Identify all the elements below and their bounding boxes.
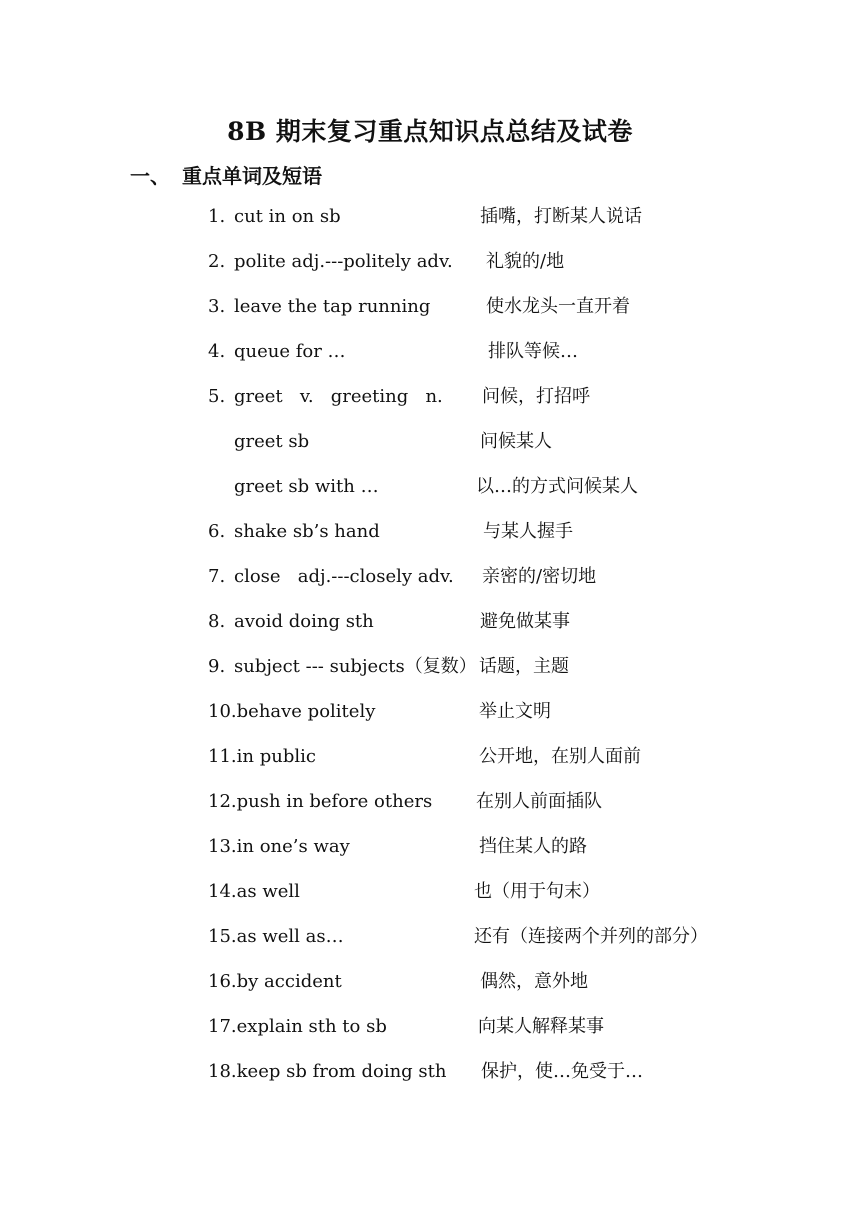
list-item xyxy=(208,337,578,367)
document-title: 8B 期末复习重点知识点总结及试卷 xyxy=(227,117,633,146)
item-number: 14. xyxy=(208,881,237,902)
list-item xyxy=(208,472,638,502)
english-phrase: as well as… xyxy=(236,926,344,947)
english-phrase: avoid doing sth xyxy=(234,611,374,632)
list-item xyxy=(208,967,588,997)
english-phrase: greet sb with … xyxy=(234,476,379,497)
chinese-meaning: 问候某人 xyxy=(480,431,552,452)
chinese-meaning: 避免做某事 xyxy=(480,611,570,632)
item-number: 6. xyxy=(208,521,226,542)
english-phrase: subject --- subjects（复数） xyxy=(234,656,477,677)
item-number: 12. xyxy=(208,791,237,812)
list-item xyxy=(208,202,642,232)
chinese-meaning: 偶然，意外地 xyxy=(480,971,588,992)
list-item xyxy=(208,922,708,952)
chinese-meaning: 使水龙头一直开着 xyxy=(486,296,630,317)
item-number: 9. xyxy=(208,656,226,677)
chinese-meaning: 排队等候… xyxy=(488,341,578,362)
chinese-meaning: 插嘴，打断某人说话 xyxy=(480,206,642,227)
list-item xyxy=(208,292,630,322)
item-number: 1. xyxy=(208,206,226,227)
section-title: 重点单词及短语 xyxy=(182,164,322,188)
item-number: 13. xyxy=(208,836,237,857)
chinese-meaning: 以…的方式问候某人 xyxy=(476,476,638,497)
list-item xyxy=(208,247,565,277)
english-phrase: keep sb from doing sth xyxy=(236,1061,447,1082)
item-number: 2. xyxy=(208,251,226,272)
english-phrase: as well xyxy=(236,881,300,902)
list-item xyxy=(208,832,587,862)
chinese-meaning: 亲密的/密切地 xyxy=(482,566,597,587)
chinese-meaning: 礼貌的/地 xyxy=(486,251,565,272)
item-number: 10. xyxy=(208,701,237,722)
item-number: 8. xyxy=(208,611,226,632)
list-item xyxy=(208,1012,604,1042)
item-number: 15. xyxy=(208,926,237,947)
english-phrase: queue for … xyxy=(234,341,346,362)
item-number: 11. xyxy=(208,746,237,767)
english-phrase: explain sth to sb xyxy=(236,1016,387,1037)
item-number: 17. xyxy=(208,1016,237,1037)
english-phrase: cut in on sb xyxy=(234,206,341,227)
english-phrase: in public xyxy=(236,746,316,767)
english-phrase: by accident xyxy=(236,971,342,992)
section-heading xyxy=(130,160,322,189)
english-phrase: close adj.---closely adv. xyxy=(234,566,454,587)
english-phrase: greet sb xyxy=(234,431,310,452)
chinese-meaning: 向某人解释某事 xyxy=(478,1016,604,1037)
item-number: 4. xyxy=(208,341,226,362)
chinese-meaning: 还有（连接两个并列的部分） xyxy=(474,926,708,947)
english-phrase: polite adj.---politely adv. xyxy=(234,251,453,272)
list-item xyxy=(208,427,552,457)
chinese-meaning: 话题，主题 xyxy=(479,656,569,677)
chinese-meaning: 保护，使…免受于… xyxy=(481,1061,643,1082)
chinese-meaning: 与某人握手 xyxy=(483,521,573,542)
list-item xyxy=(208,742,641,772)
list-item xyxy=(208,382,590,412)
list-item xyxy=(208,517,573,547)
item-number: 7. xyxy=(208,566,226,587)
chinese-meaning: 举止文明 xyxy=(479,701,551,722)
chinese-meaning: 也（用于句末） xyxy=(474,881,600,902)
english-phrase: greet v. greeting n. xyxy=(234,386,443,407)
english-phrase: leave the tap running xyxy=(234,296,431,317)
list-item xyxy=(208,877,600,907)
english-phrase: shake sb’s hand xyxy=(234,521,380,542)
chinese-meaning: 问候，打招呼 xyxy=(482,386,590,407)
item-number: 3. xyxy=(208,296,226,317)
list-item xyxy=(208,697,551,727)
list-item xyxy=(208,562,597,592)
section-number: 一、 xyxy=(130,164,170,188)
list-item xyxy=(208,787,602,817)
item-number: 18. xyxy=(208,1061,237,1082)
english-phrase: in one’s way xyxy=(236,836,350,857)
list-item xyxy=(208,1057,643,1087)
chinese-meaning: 公开地，在别人面前 xyxy=(479,746,641,767)
list-item xyxy=(208,652,569,682)
english-phrase: push in before others xyxy=(236,791,433,812)
item-number: 5. xyxy=(208,386,226,407)
list-item xyxy=(208,607,570,637)
english-phrase: behave politely xyxy=(236,701,376,722)
chinese-meaning: 挡住某人的路 xyxy=(479,836,587,857)
chinese-meaning: 在别人前面插队 xyxy=(476,791,602,812)
item-number: 16. xyxy=(208,971,237,992)
